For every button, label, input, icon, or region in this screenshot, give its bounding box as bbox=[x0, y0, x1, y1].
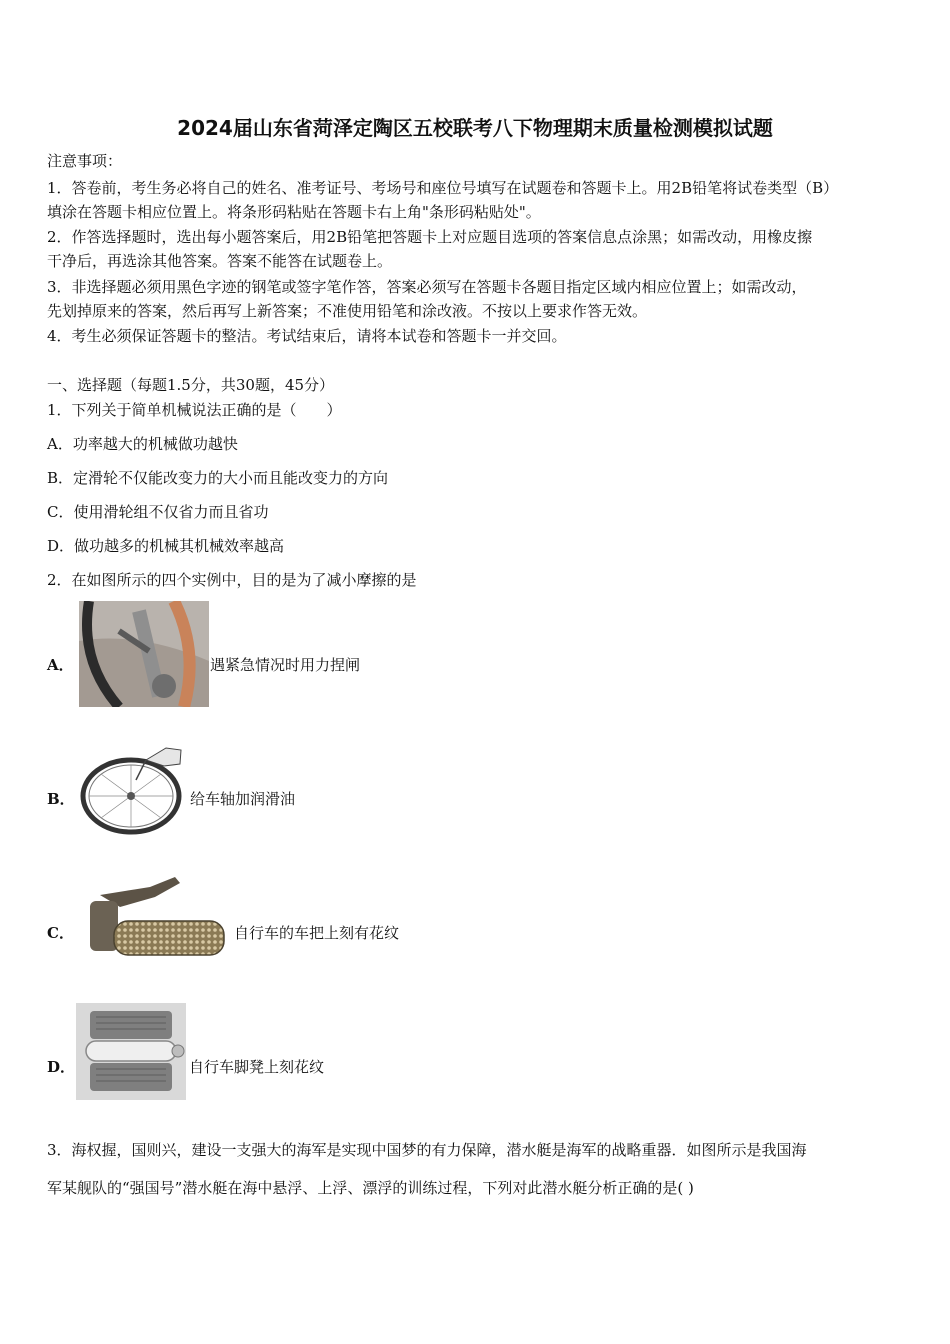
option-text: 遇紧急情况时用力捏闸 bbox=[210, 656, 361, 674]
question-3-stem: 军某舰队的“强国号”潜水艇在海中悬浮、上浮、漂浮的训练过程，下列对此潜水艇分析正确的是( ) bbox=[47, 1179, 694, 1197]
handlebar-grip-photo bbox=[80, 873, 228, 961]
question-1-option-c: C．使用滑轮组不仅省力而且省功 bbox=[47, 503, 269, 521]
notice-line: 2．作答选择题时，选出每小题答案后，用2B铅笔把答题卡上对应题目选项的答案信息点涂黑；如需改动，用橡皮擦 bbox=[47, 228, 813, 246]
page-title: 2024届山东省菏泽定陶区五校联考八下物理期末质量检测模拟试题 bbox=[177, 116, 773, 140]
option-text: 自行车的车把上刻有花纹 bbox=[234, 924, 400, 942]
notice-heading: 注意事项： bbox=[47, 152, 123, 170]
option-letter: D． bbox=[47, 1058, 76, 1076]
notice-line: 3．非选择题必须用黑色字迹的钢笔或签字笔作答，答案必须写在答题卡各题目指定区域内相应位置上；如需改动， bbox=[47, 278, 807, 296]
wheel-oiling-photo bbox=[76, 740, 186, 835]
option-letter: C． bbox=[47, 924, 74, 942]
question-2-stem: 2．在如图所示的四个实例中，目的是为了减小摩擦的是 bbox=[47, 571, 417, 589]
option-text: 给车轴加润滑油 bbox=[190, 790, 296, 808]
pedal-photo bbox=[76, 1003, 186, 1100]
notice-line: 填涂在答题卡相应位置上。将条形码粘贴在答题卡右上角"条形码粘贴处"。 bbox=[47, 203, 541, 221]
question-1-option-b: B．定滑轮不仅能改变力的大小而且能改变力的方向 bbox=[47, 469, 389, 487]
question-1-option-a: A．功率越大的机械做功越快 bbox=[47, 435, 238, 453]
question-1-option-d: D．做功越多的机械其机械效率越高 bbox=[47, 537, 285, 555]
notice-line: 4．考生必须保证答题卡的整洁。考试结束后，请将本试卷和答题卡一并交回。 bbox=[47, 327, 567, 345]
notice-line: 1．答卷前，考生务必将自己的姓名、准考证号、考场号和座位号填写在试题卷和答题卡上。用2B铅笔将试卷类型（B） bbox=[47, 179, 839, 197]
option-letter: B． bbox=[47, 790, 75, 808]
question-1-stem: 1．下列关于简单机械说法正确的是（ ） bbox=[47, 401, 342, 419]
section-heading: 一、选择题（每题1.5分，共30题，45分） bbox=[47, 376, 335, 394]
question-3-stem: 3．海权握，国则兴，建设一支强大的海军是实现中国梦的有力保障，潜水艇是海军的战略重器．如图所示是我国海 bbox=[47, 1141, 807, 1159]
notice-line: 先划掉原来的答案，然后再写上新答案；不准使用铅笔和涂改液。不按以上要求作答无效。 bbox=[47, 302, 648, 320]
notice-line: 干净后，再选涂其他答案。答案不能答在试题卷上。 bbox=[47, 252, 393, 270]
option-letter: A． bbox=[47, 656, 74, 674]
bike-brake-photo bbox=[79, 601, 209, 707]
option-text: 自行车脚凳上刻花纹 bbox=[189, 1058, 325, 1076]
